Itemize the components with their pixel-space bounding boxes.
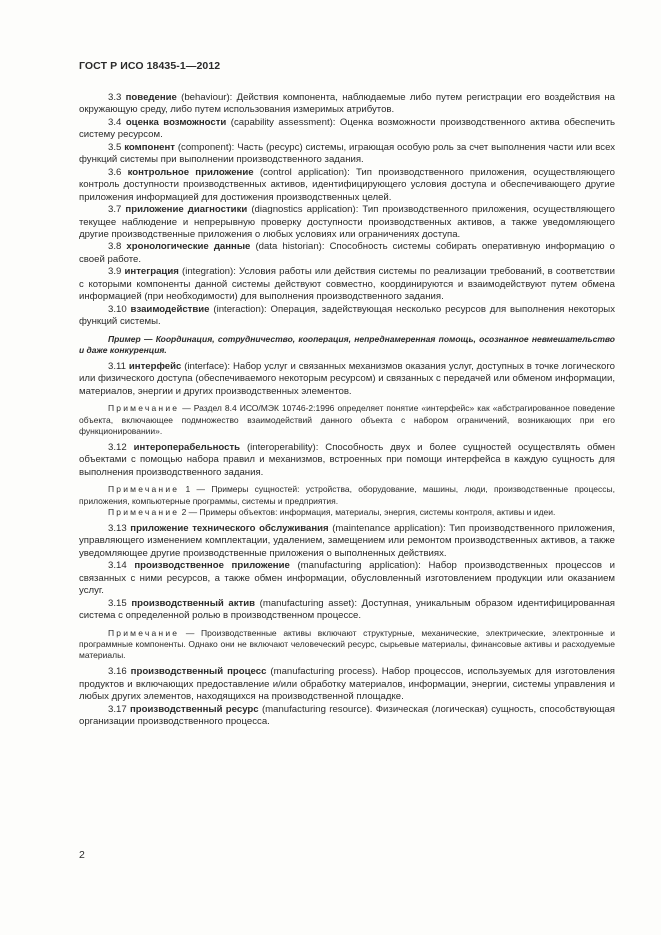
definition-3-12: 3.12 интероперабельность (interoperability): Способность двух и более сущностей осуществлять обмен объектами с помощью набора правил и механизмов, встроенных при помощи интерфейса в каждую сущность для выполнения производственного задания.: [79, 441, 615, 478]
note-3-11: Примечание — Раздел 8.4 ИСО/МЭК 10746-2:1996 определяет понятие «интерфейс» как «абстрагированное поведение объекта, включающее подмножество взаимодействий данного объекта с набором ограничений, возникающих при его функционировании».: [79, 403, 615, 436]
term: приложение технического обслуживания: [130, 522, 329, 534]
definition-3-17: 3.17 производственный ресурс (manufacturing resource). Физическая (логическая) сущность, способствующая организации производственного процесса.: [79, 703, 615, 727]
term: поведение: [125, 92, 177, 103]
term: хронологические данные: [126, 241, 251, 253]
page-header: ГОСТ Р ИСО 18435-1—2012: [79, 60, 221, 72]
term: производственный процесс: [130, 666, 267, 678]
term: интерфейс: [128, 361, 182, 373]
note-3-12-1: Примечание 1 — Примеры сущностей: устройства, оборудование, машины, люди, производственные процессы, приложения, компьютерные программы, системы и предприятия.: [79, 484, 615, 506]
definition-3-10: 3.10 взаимодействие (interaction): Операция, задействующая несколько ресурсов для выполнения некоторых функций системы.: [79, 303, 615, 328]
term: оценка возможности: [125, 116, 227, 128]
definition-3-16: 3.16 производственный процесс (manufacturing process). Набор процессов, используемых для изготовления продуктов и включающих предоставление и/или обработку материалов, информации, энергии, системы управления и любых других элементов, находящихся на производственной площадке.: [79, 666, 615, 703]
definition-3-9: 3.9 интеграция (integration): Условия работы или действия системы по реализации требований, в соответствии с которыми компоненты данной системы действуют совместно, координируются и взаимодействуют путем обмена информацией (при необходимости) для выполнения производственного задания.: [79, 266, 615, 303]
term: производственный актив: [131, 597, 256, 609]
definition-3-11: 3.11 интерфейс (interface): Набор услуг и связанных механизмов оказания услуг, доступных в точке логического или физического доступа (обеспечиваемого некоторым ресурсом) и связанных с передачей или обменом информации, материалов, энергии и других производственных элементов.: [79, 361, 615, 397]
term: компонент: [124, 141, 175, 153]
term: производственное приложение: [134, 560, 290, 572]
term: интероперабельность: [133, 441, 241, 453]
page-number: 2: [79, 849, 85, 861]
definition-3-13: 3.13 приложение технического обслуживания (maintenance application): Тип производственного приложения, управляющего изменением комплектации, удалением, замещением или ремонтом производственных активов, а также уведомляющее другие производственные приложения о выполненных действиях.: [79, 522, 615, 559]
definition-3-4: 3.4 оценка возможности (capability assessment): Оценка возможности производственного актива обеспечить систему ресурсом.: [79, 116, 615, 141]
definition-3-8: 3.8 хронологические данные (data historian): Способность системы собирать оперативную информацию о своей работе.: [79, 241, 615, 265]
definition-3-6: 3.6 контрольное приложение (control application): Тип производственного приложения, осуществляющего контроль доступности производственных активов, идентифицирующего условия доступа и обеспечивающего другие приложения информацией для достижения производственных целей.: [79, 166, 616, 203]
definition-3-5: 3.5 компонент (component): Часть (ресурс) системы, играющая особую роль за счет выполнения части или всех функций системы при выполнении производственного задания.: [79, 141, 615, 166]
note-3-12-2: Примечание 2 — Примеры объектов: информация, материалы, энергия, системы контроля, активы и идеи.: [108, 506, 556, 517]
document-body: [79, 92, 615, 728]
term: приложение диагностики: [125, 204, 248, 216]
term: контрольное приложение: [127, 166, 254, 178]
definition-3-3: 3.3 поведение (behaviour): Действия компонента, наблюдаемые либо путем регистрации его воздействия на окружающую среду, либо путем использования измеримых атрибутов.: [79, 92, 615, 116]
example-note: Пример — Координация, сотрудничество, кооперация, непреднамеренная помощь, осознанное невмешательство и даже конкуренция.: [79, 333, 615, 355]
term: производственный ресурс: [130, 703, 259, 715]
note-3-15: Примечание — Производственные активы включают структурные, механические, электрические, электронные и программные компоненты. Однако они не включают человеческий ресурс, сырьевые материалы, финансовые активы и расходуемые материалы.: [79, 627, 615, 660]
definition-3-15: 3.15 производственный актив (manufacturing asset): Доступная, уникальным образом идентифицированная система с определенной ролью в производственном процессе.: [79, 597, 615, 622]
term: интеграция: [124, 266, 179, 278]
definition-3-14: 3.14 производственное приложение (manufacturing application): Набор производственных процессов и связанных с ними ресурсов, а также обмен информации, обусловленный изготовлением продукции или оказанием услуг.: [79, 560, 615, 597]
term: взаимодействие: [130, 303, 210, 315]
definition-3-7: 3.7 приложение диагностики (diagnostics application): Тип производственного приложения, осуществляющего текущее наблюдение и непрерывную проверку доступности производственных активов, а также уведомляющего другие производственные приложения о любых условиях или ограничениях доступа.: [79, 204, 616, 240]
